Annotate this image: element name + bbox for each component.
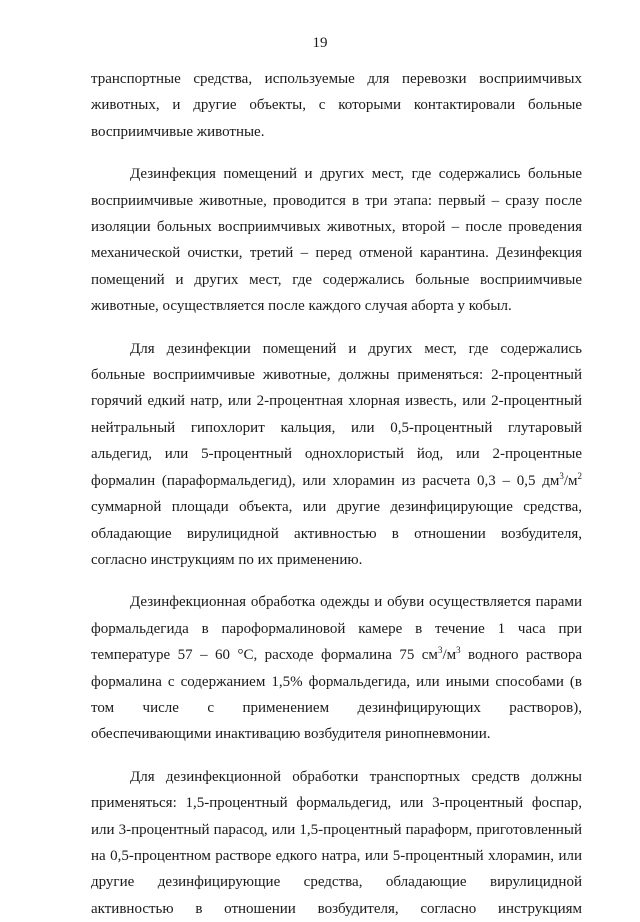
- paragraph-disinfectants-premises: [91, 336, 582, 574]
- paragraph-disinfection-stages: Дезинфекция помещений и других мест, где содержались больные восприимчивые животные, проводится в три этапа: первый – сразу после изоляции больных восприимчивых животных, второй – после проведения механической очистки, третий – перед отменой карантина. Дезинфекция помещений и других мест, где содержались больные восприимчивые животные, осуществляется после каждого случая аборта у кобыл.: [91, 166, 582, 315]
- superscript: 2: [577, 470, 582, 481]
- paragraph-text: суммарной площади объекта, или другие дезинфицирующие средства, обладающие вирулицидной активностью в отношении возбудителя, согласно инструкциям по их применению.: [91, 499, 582, 568]
- paragraph-text: /м: [563, 472, 578, 489]
- superscript: 3: [456, 645, 461, 656]
- superscript: 3: [559, 470, 564, 481]
- page-number: 19: [312, 35, 328, 51]
- paragraph-text: /м: [442, 647, 457, 664]
- superscript: 3: [437, 645, 443, 656]
- paragraph-clothing-treatment: [91, 589, 582, 747]
- paragraph-text: водного раствора формалина с содержанием 1,5% формальдегида, или иными способами (в том числе с применением дезинфицирующих растворов), обеспечивающими инактивацию возбудителя ринопневмонии.: [91, 647, 582, 743]
- paragraph-transport-disinfection: Для дезинфекционной обработки транспортных средств должны применяться: 1,5-процентный формальдегид, или 3-процентный фоспар, или 3-процентный парасод, или 1,5-процентный параформ, приготовленный на 0,5-процентном растворе едкого натра, или 5-процентный хлорамин, или другие дезинфицирующие средства, обладающие вирулицидной активностью в отношении возбудителя, согласно инструкциям: [91, 768, 582, 917]
- paragraph-text: Для дезинфекции помещений и других мест, где содержались больные восприимчивые животные, должны применяться: 2-процентный горячий едкий натр, или 2-процентная хлорная известь, или 2-процентный нейтральный гипохлорит кальция, или 0,5-процентный глутаровый альдегид, или 5-процентный однохлористый йод, или 2-процентные формалин (параформальдегид), или хлорамин из расчета 0,3 – 0,5 дм: [91, 340, 582, 489]
- paragraph-continuation: транспортные средства, используемые для перевозки восприимчивых животных, и другие объекты, с которыми контактировали больные восприимчивые животные.: [91, 71, 582, 140]
- paragraph-text: Дезинфекционная обработка одежды и обуви осуществляется парами формальдегида в пароформалиновой камере в течение 1 часа при температуре 57 – 60 °С, расходе формалина 75 см: [91, 594, 582, 664]
- document-body: [91, 66, 582, 922]
